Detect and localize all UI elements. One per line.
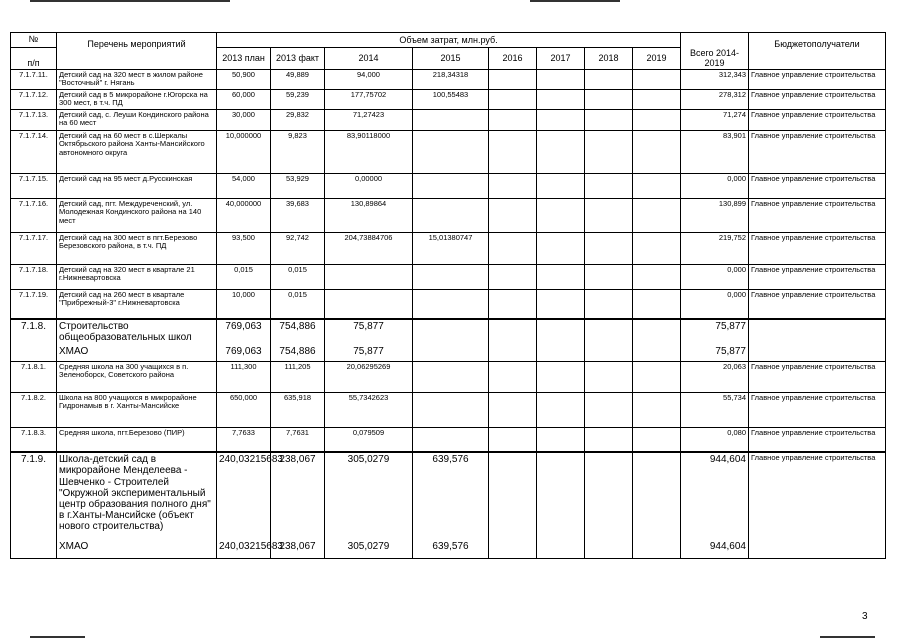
row-name: Строительство общеобразовательных школ <box>57 319 217 345</box>
row-2013-plan: 30,000 <box>217 109 271 130</box>
hmao-2013-plan: 240,03215683 <box>217 540 271 558</box>
row-2014 <box>325 264 413 289</box>
row-2013-plan: 10,000000 <box>217 130 271 173</box>
row-2016 <box>489 130 537 173</box>
row-2013-plan: 50,900 <box>217 70 271 90</box>
row-number: 7.1.9. <box>11 452 57 540</box>
row-2013-plan: 40,000000 <box>217 198 271 232</box>
section-718-hmao-row <box>11 345 886 361</box>
row-name: Детский сад на 260 мест в квартале "Прибрежный-3" г.Нижневартовска <box>57 289 217 319</box>
row-recipient: Главное управление строительства <box>749 232 886 264</box>
row-2016 <box>489 392 537 427</box>
row-name: Детский сад, пгт. Междуреченский, ул. Молодежная Кондинского района на 140 мест <box>57 198 217 232</box>
scan-artifact-top-right <box>530 0 620 2</box>
row-2013-plan: 93,500 <box>217 232 271 264</box>
row-2013-fact: 59,239 <box>271 89 325 109</box>
col-header-2018: 2018 <box>585 48 633 70</box>
row-2017 <box>537 130 585 173</box>
expenditure-table <box>10 32 886 559</box>
row-2015 <box>413 427 489 452</box>
row-2013-plan: 60,000 <box>217 89 271 109</box>
table-row <box>11 70 886 90</box>
col-header-2014: 2014 <box>325 48 413 70</box>
row-2015 <box>413 392 489 427</box>
row-recipient: Главное управление строительства <box>749 452 886 540</box>
hmao-label: ХМАО <box>57 345 217 361</box>
row-2016 <box>489 264 537 289</box>
row-2014: 177,75702 <box>325 89 413 109</box>
row-recipient: Главное управление строительства <box>749 392 886 427</box>
row-2014 <box>325 289 413 319</box>
row-2018 <box>585 130 633 173</box>
row-2013-fact: 49,889 <box>271 70 325 90</box>
row-2015 <box>413 361 489 392</box>
row-recipient: Главное управление строительства <box>749 173 886 198</box>
row-2016 <box>489 70 537 90</box>
row-2018 <box>585 427 633 452</box>
row-2019 <box>633 289 681 319</box>
row-total: 0,080 <box>681 427 749 452</box>
row-2017 <box>537 392 585 427</box>
section-719-row <box>11 452 886 540</box>
row-2018 <box>585 70 633 90</box>
row-2019 <box>633 198 681 232</box>
row-2013-fact: 635,918 <box>271 392 325 427</box>
row-number: 7.1.8.2. <box>11 392 57 427</box>
row-recipient: Главное управление строительства <box>749 89 886 109</box>
hmao-label: ХМАО <box>57 540 217 558</box>
row-2019 <box>633 232 681 264</box>
header-row-top <box>11 33 886 48</box>
row-2018 <box>585 361 633 392</box>
table-row <box>11 198 886 232</box>
row-name: Средняя школа, пгт.Березово (ПИР) <box>57 427 217 452</box>
row-2013-fact: 111,205 <box>271 361 325 392</box>
row-total: 71,274 <box>681 109 749 130</box>
row-2016 <box>489 232 537 264</box>
row-2018 <box>585 392 633 427</box>
row-2013-fact: 7,7631 <box>271 427 325 452</box>
row-number: 7.1.7.12. <box>11 89 57 109</box>
col-header-2013-fact: 2013 факт <box>271 48 325 70</box>
row-number: 7.1.7.19. <box>11 289 57 319</box>
row-2018 <box>585 289 633 319</box>
row-2016 <box>489 198 537 232</box>
row-2015 <box>413 264 489 289</box>
row-2016 <box>489 427 537 452</box>
row-2014: 55,7342623 <box>325 392 413 427</box>
row-2018 <box>585 198 633 232</box>
col-header-2016: 2016 <box>489 48 537 70</box>
row-2016 <box>489 173 537 198</box>
row-2019 <box>633 109 681 130</box>
row-name: Средняя школа на 300 учащихся в п. Зеленоборск, Советского района <box>57 361 217 392</box>
page-number: 3 <box>862 611 868 622</box>
row-2013-fact: 29,832 <box>271 109 325 130</box>
row-2018 <box>585 89 633 109</box>
row-total: 0,000 <box>681 173 749 198</box>
row-2014: 130,89864 <box>325 198 413 232</box>
row-2014: 75,877 <box>325 319 413 345</box>
row-recipient: Главное управление строительства <box>749 427 886 452</box>
table-row <box>11 109 886 130</box>
row-total: 75,877 <box>681 319 749 345</box>
hmao-total: 944,604 <box>681 540 749 558</box>
row-name: Школа на 800 учащихся в микрорайоне Гидронамыв в г. Ханты-Мансийске <box>57 392 217 427</box>
row-2015: 100,55483 <box>413 89 489 109</box>
row-total: 130,899 <box>681 198 749 232</box>
row-2019 <box>633 130 681 173</box>
row-2013-fact: 39,683 <box>271 198 325 232</box>
table-row <box>11 130 886 173</box>
row-name: Детский сад, с. Леуши Кондинского района на 60 мест <box>57 109 217 130</box>
row-name: Детский сад на 60 мест в с.Шеркалы Октябрьского района Ханты-Мансийского автономного округа <box>57 130 217 173</box>
scan-artifact-bottom-left <box>30 636 85 638</box>
row-number: 7.1.7.18. <box>11 264 57 289</box>
col-header-2015: 2015 <box>413 48 489 70</box>
row-2017 <box>537 198 585 232</box>
row-2013-plan: 769,063 <box>217 319 271 345</box>
row-recipient: Главное управление строительства <box>749 289 886 319</box>
hmao-2013-plan: 769,063 <box>217 345 271 361</box>
hmao-total: 75,877 <box>681 345 749 361</box>
row-2016 <box>489 89 537 109</box>
row-2014: 83,90118000 <box>325 130 413 173</box>
row-total: 0,000 <box>681 264 749 289</box>
row-number: 7.1.7.16. <box>11 198 57 232</box>
row-2017 <box>537 173 585 198</box>
col-header-np: п/п <box>11 48 57 70</box>
row-number: 7.1.8.3. <box>11 427 57 452</box>
row-recipient: Главное управление строительства <box>749 109 886 130</box>
row-2019 <box>633 361 681 392</box>
row-2015: 639,576 <box>413 452 489 540</box>
row-total: 83,901 <box>681 130 749 173</box>
row-name: Школа-детский сад в микрорайоне Менделеева - Шевченко - Строителей "Окружной экспериментальный центр образования полного дня" в г.Ханты-Мансийске (объект нового строительства) <box>57 452 217 540</box>
table-row <box>11 173 886 198</box>
col-header-cost: Объем затрат, млн.руб. <box>217 33 681 48</box>
row-number: 7.1.7.17. <box>11 232 57 264</box>
row-2013-fact: 0,015 <box>271 289 325 319</box>
col-header-num: № <box>11 33 57 48</box>
row-total: 20,063 <box>681 361 749 392</box>
row-2016 <box>489 361 537 392</box>
row-2017 <box>537 264 585 289</box>
row-2018 <box>585 264 633 289</box>
row-total: 219,752 <box>681 232 749 264</box>
row-2013-fact: 53,929 <box>271 173 325 198</box>
row-recipient: Главное управление строительства <box>749 264 886 289</box>
table-row <box>11 232 886 264</box>
table-row <box>11 264 886 289</box>
row-total: 278,312 <box>681 89 749 109</box>
col-header-2017: 2017 <box>537 48 585 70</box>
row-2017 <box>537 289 585 319</box>
row-2014: 20,06295269 <box>325 361 413 392</box>
row-number: 7.1.7.14. <box>11 130 57 173</box>
col-header-recipient: Бюджетополучатели <box>749 33 886 70</box>
col-header-list: Перечень мероприятий <box>57 33 217 70</box>
row-2017 <box>537 427 585 452</box>
row-2013-plan: 7,7633 <box>217 427 271 452</box>
row-2016 <box>489 289 537 319</box>
row-2013-fact: 0,015 <box>271 264 325 289</box>
row-2013-plan: 111,300 <box>217 361 271 392</box>
col-header-2019: 2019 <box>633 48 681 70</box>
row-2017 <box>537 109 585 130</box>
row-number: 7.1.7.11. <box>11 70 57 90</box>
col-header-total: Всего 2014-2019 <box>681 33 749 70</box>
row-2015 <box>413 289 489 319</box>
row-2013-plan: 0,015 <box>217 264 271 289</box>
table-row <box>11 427 886 452</box>
row-recipient: Главное управление строительства <box>749 70 886 90</box>
row-2017 <box>537 70 585 90</box>
row-2017 <box>537 361 585 392</box>
row-2014: 94,000 <box>325 70 413 90</box>
row-recipient: Главное управление строительства <box>749 361 886 392</box>
row-2013-plan: 240,03215683 <box>217 452 271 540</box>
row-2014: 204,73884706 <box>325 232 413 264</box>
row-2019 <box>633 89 681 109</box>
row-2017 <box>537 89 585 109</box>
scan-artifact-top-left <box>30 0 230 2</box>
table-row <box>11 361 886 392</box>
row-number: 7.1.8. <box>11 319 57 345</box>
row-2013-plan: 10,000 <box>217 289 271 319</box>
row-2015 <box>413 109 489 130</box>
hmao-2014: 75,877 <box>325 345 413 361</box>
rows-718 <box>11 361 886 452</box>
row-total: 312,343 <box>681 70 749 90</box>
row-2013-plan: 54,000 <box>217 173 271 198</box>
row-2019 <box>633 392 681 427</box>
table-row <box>11 392 886 427</box>
row-2015 <box>413 198 489 232</box>
row-2019 <box>633 173 681 198</box>
row-name: Детский сад в 5 микрорайоне г.Югорска на 300 мест, в т.ч. ПД <box>57 89 217 109</box>
row-2018 <box>585 109 633 130</box>
row-2013-fact: 238,067 <box>271 452 325 540</box>
row-2013-fact: 92,742 <box>271 232 325 264</box>
rows-717 <box>11 70 886 320</box>
row-name: Детский сад на 320 мест в квартале 21 г.Нижневартовска <box>57 264 217 289</box>
row-2014: 0,079509 <box>325 427 413 452</box>
row-2015 <box>413 173 489 198</box>
row-number: 7.1.7.13. <box>11 109 57 130</box>
row-number: 7.1.7.15. <box>11 173 57 198</box>
hmao-2014: 305,0279 <box>325 540 413 558</box>
row-2018 <box>585 232 633 264</box>
row-2014: 305,0279 <box>325 452 413 540</box>
row-2015 <box>413 130 489 173</box>
row-name: Детский сад на 300 мест в пгт.Березово Березовского района, в т.ч. ПД <box>57 232 217 264</box>
section-718-row <box>11 319 886 345</box>
row-total: 0,000 <box>681 289 749 319</box>
hmao-2013-fact: 754,886 <box>271 345 325 361</box>
row-total: 944,604 <box>681 452 749 540</box>
row-2017 <box>537 232 585 264</box>
row-total: 55,734 <box>681 392 749 427</box>
row-name: Детский сад на 320 мест в жилом районе "Восточный" г. Нягань <box>57 70 217 90</box>
row-2019 <box>633 70 681 90</box>
row-2015: 218,34318 <box>413 70 489 90</box>
row-2014: 71,27423 <box>325 109 413 130</box>
row-2013-fact: 9,823 <box>271 130 325 173</box>
col-header-2013-plan: 2013 план <box>217 48 271 70</box>
row-2019 <box>633 427 681 452</box>
row-2013-fact: 754,886 <box>271 319 325 345</box>
row-2016 <box>489 109 537 130</box>
row-2019 <box>633 264 681 289</box>
row-name: Детский сад на 95 мест д.Русскинская <box>57 173 217 198</box>
hmao-2015: 639,576 <box>413 540 489 558</box>
scan-artifact-bottom-right <box>820 636 875 638</box>
row-2014: 0,00000 <box>325 173 413 198</box>
row-2013-plan: 650,000 <box>217 392 271 427</box>
row-2015: 15,01380747 <box>413 232 489 264</box>
table-row <box>11 289 886 319</box>
row-2018 <box>585 173 633 198</box>
row-recipient: Главное управление строительства <box>749 130 886 173</box>
row-recipient: Главное управление строительства <box>749 198 886 232</box>
section-719-hmao-row <box>11 540 886 558</box>
row-number: 7.1.8.1. <box>11 361 57 392</box>
hmao-2013-fact: 238,067 <box>271 540 325 558</box>
table-row <box>11 89 886 109</box>
